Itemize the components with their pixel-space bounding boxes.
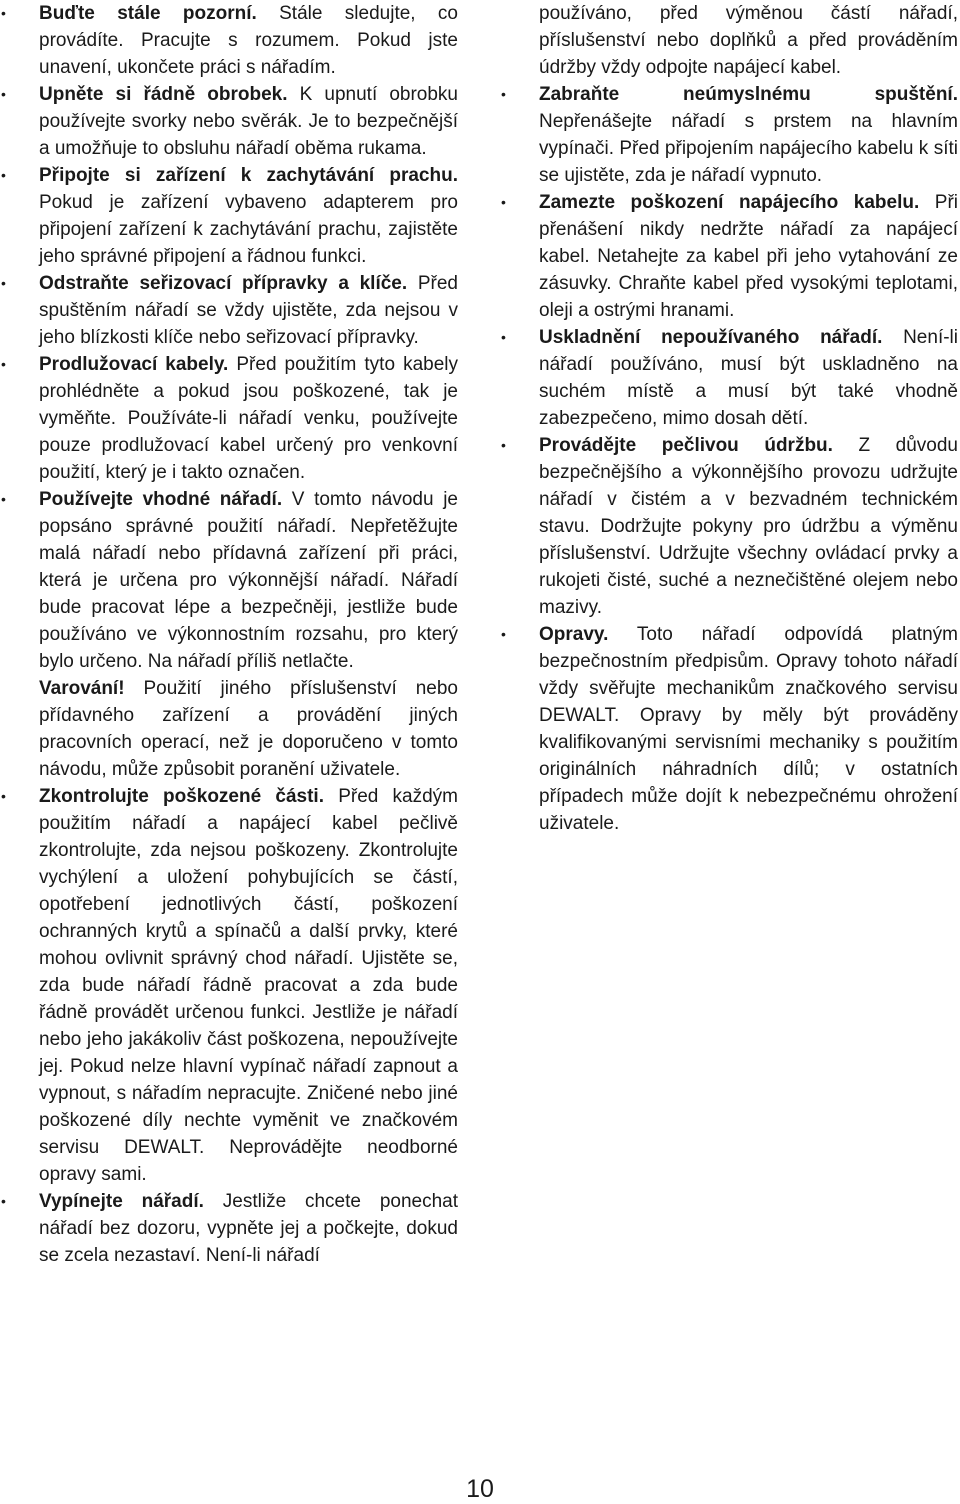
list-item-continuation	[0, 675, 458, 783]
list-item	[0, 486, 458, 675]
item-heading: Vypínejte nářadí.	[39, 1191, 204, 1212]
list-item	[0, 783, 458, 1188]
right-column	[500, 0, 958, 837]
item-text: Stále sledujte, co provádíte. Pracujte s rozumem. Pokud jste unavení, ukončete práci s nářadím.	[39, 3, 458, 78]
item-heading: Prodlužovací kabely.	[39, 354, 229, 375]
item-text: Nepřenášejte nářadí s prstem na hlavním vypínači. Před připojením napájecího kabelu k síti se ujistěte, zda je nářadí vypnuto.	[539, 111, 958, 186]
item-heading: Zkontrolujte poškozené části.	[39, 786, 324, 807]
list-item	[0, 270, 458, 351]
item-text: V tomto návodu je popsáno správné použití nářadí. Nepřetěžujte malá nářadí nebo přídavná zařízení při práci, která je určena pro výkonnější nářadí. Nářadí bude pracovat lépe a bezpečněji, jestliže bude používáno ve výkonnostním rozsahu, pro který bylo určeno. Na nářadí příliš netlačte.	[39, 489, 458, 672]
item-heading: Varování!	[39, 678, 125, 699]
item-text: Z důvodu bezpečnějšího a výkonnějšího provozu udržujte nářadí v čistém a v bezvadném technickém stavu. Dodržujte pokyny pro údržbu a výměnu příslušenství. Udržujte všechny ovládací prvky a rukojeti čisté, suché a neznečištěné olejem nebo mazivy.	[539, 435, 958, 618]
list-item	[500, 432, 958, 621]
list-item	[0, 351, 458, 486]
item-text: Pokud je zařízení vybaveno adapterem pro připojení zařízení k zachytávání prachu, zajistěte jeho správné připojení a řádnou funkci.	[39, 192, 458, 267]
item-text: K upnutí obrobku používejte svorky nebo svěrák. Je to bezpečnější a umožňuje to obsluhu nářadí oběma rukama.	[39, 84, 459, 159]
item-heading: Uskladnění nepoužívaného nářadí.	[539, 327, 883, 348]
item-heading: Používejte vhodné nářadí.	[39, 489, 283, 510]
item-text: Není-li nářadí používáno, musí být uskladněno na suchém místě a musí být také vhodně zabezpečeno, mimo dosah dětí.	[539, 327, 958, 429]
item-heading: Připojte si zařízení k zachytávání prachu.	[39, 165, 458, 186]
list-item	[0, 81, 458, 162]
item-text: Při přenášení nikdy nedržte nářadí za napájecí kabel. Netahejte za kabel při jeho vytahování ze zásuvky. Chraňte kabel před vysokými teplotami, oleji a ostrými hranami.	[539, 192, 958, 321]
left-safety-list	[0, 0, 458, 1269]
list-item-continuation	[500, 0, 958, 81]
item-heading: Odstraňte seřizovací přípravky a klíče.	[39, 273, 408, 294]
list-item	[500, 324, 958, 432]
item-heading: Buďte stále pozorní.	[39, 3, 257, 24]
left-column	[0, 0, 458, 1269]
item-heading: Opravy.	[539, 624, 609, 645]
item-text: Před každým použitím nářadí a napájecí kabel pečlivě zkontrolujte, zda nejsou poškozeny. Zkontrolujte vychýlení a uložení pohybujících se částí, opotřebení jednotlivých částí, poškození ochranných krytů a spínačů a další prvky, které mohou ovlivnit správný chod nářadí. Ujistěte se, zda bude nářadí řádně pracovat a zda bude řádně provádět určenou funkci. Jestliže je nářadí nebo jeho jakákoliv část poškozena, nepoužívejte jej. Pokud nelze hlavní vypínač nářadí zapnout a vypnout, s nářadím nepracujte. Zničené nebo jiné poškozené díly nechte vyměnit ve značkovém servisu DEWALT. Neprovádějte neodborné opravy sami.	[39, 786, 459, 1185]
list-item	[500, 81, 958, 189]
list-item	[500, 621, 958, 837]
item-text: Před použitím tyto kabely prohlédněte a pokud jsou poškozené, tak je vyměňte. Používáte-li nářadí venku, používejte pouze prodlužovací kabel určený pro venkovní použití, který je i takto označen.	[39, 354, 458, 483]
item-text: Jestliže chcete ponechat nářadí bez dozoru, vypněte jej a počkejte, dokud se zcela nezastaví. Není-li nářadí	[39, 1191, 458, 1266]
item-heading: Upněte si řádně obrobek.	[39, 84, 288, 105]
list-item	[500, 189, 958, 324]
item-text: Před spuštěním nářadí se vždy ujistěte, zda nejsou v jeho blízkosti klíče nebo seřizovací přípravky.	[39, 273, 458, 348]
item-heading: Zabraňte neúmyslnému spuštění.	[539, 84, 958, 105]
item-heading: Provádějte pečlivou údržbu.	[539, 435, 833, 456]
item-text: používáno, před výměnou částí nářadí, příslušenství nebo doplňků a před prováděním údržby vždy odpojte napájecí kabel.	[539, 3, 958, 78]
page-number: 10	[466, 1475, 494, 1503]
item-text: Použití jiného příslušenství nebo přídavného zařízení a provádění jiných pracovních operací, než je doporučeno v tomto návodu, může způsobit poranění uživatele.	[39, 678, 458, 780]
item-text: Toto nářadí odpovídá platným bezpečnostním předpisům. Opravy tohoto nářadí vždy svěřujte mechanikům značkového servisu DEWALT. Opravy by měly být prováděny kvalifikovanými servisními mechaniky s použitím originálních náhradních dílů; v ostatních případech může dojít k nebezpečnému ohrožení uživatele.	[539, 624, 958, 834]
right-safety-list	[500, 0, 958, 837]
list-item	[0, 0, 458, 81]
list-item	[0, 162, 458, 270]
item-heading: Zamezte poškození napájecího kabelu.	[539, 192, 920, 213]
list-item	[0, 1188, 458, 1269]
